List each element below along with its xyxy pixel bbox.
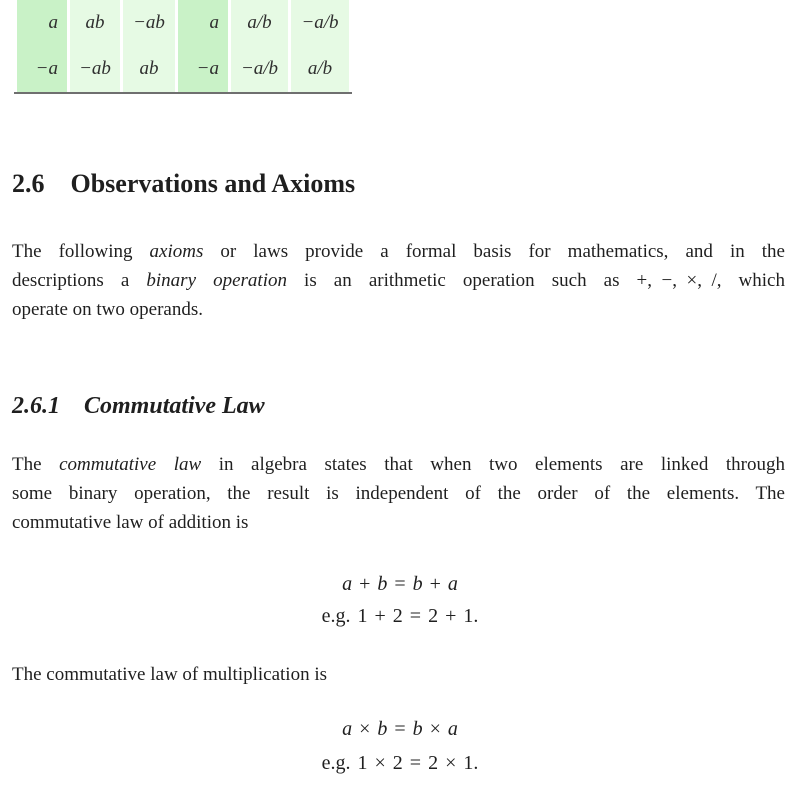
section-title: Observations and Axioms [70, 169, 356, 198]
text-line: The commutative law of multiplication is [12, 664, 328, 685]
section-heading [12, 169, 355, 199]
subsection-heading [12, 393, 265, 420]
table-cell: a [178, 0, 228, 46]
table-cell: a [17, 0, 67, 46]
table-cell: −ab [123, 0, 175, 46]
sign-rules-table [14, 0, 352, 94]
text-line: e.g. 1 × 2 = 2 × 1. [321, 752, 479, 774]
paragraph-commutative-law [12, 450, 785, 537]
table-cell: ab [70, 0, 120, 46]
sign-rules-table-grid [14, 0, 352, 92]
table-cell: a/b [291, 46, 349, 92]
equation-commutative-multiplication [0, 712, 800, 780]
table-cell: a/b [231, 0, 288, 46]
paragraph-multiplication-intro [12, 660, 785, 689]
paragraph-axioms-intro [12, 237, 785, 324]
text-line: descriptions a binary operation is an arithmetic operation such as +, −, ×, /, which [12, 270, 785, 291]
table-cell: −a [178, 46, 228, 92]
table-cell: −a [17, 46, 67, 92]
table-row [17, 46, 349, 92]
text-line: a × b = b × a [342, 718, 458, 740]
table-cell: −a/b [291, 0, 349, 46]
text-line: The commutative law in algebra states that when two elements are linked through [12, 454, 785, 475]
subsection-title: Commutative Law [84, 393, 265, 419]
text-line: commutative law of addition is [12, 512, 249, 533]
text-line: e.g. 1 + 2 = 2 + 1. [321, 605, 479, 627]
text-line: some binary operation, the result is independent of the order of the elements. The [12, 483, 785, 504]
subsection-number: 2.6.1 [12, 393, 60, 419]
text-line: operate on two operands. [12, 299, 203, 320]
text-line: a + b = b + a [342, 573, 458, 595]
text-line: The following axioms or laws provide a formal basis for mathematics, and in the [12, 241, 785, 262]
table-cell: −ab [70, 46, 120, 92]
table-cell: −a/b [231, 46, 288, 92]
table-cell: ab [123, 46, 175, 92]
section-number: 2.6 [12, 169, 45, 198]
equation-commutative-addition [0, 568, 800, 632]
table-row [17, 0, 349, 46]
